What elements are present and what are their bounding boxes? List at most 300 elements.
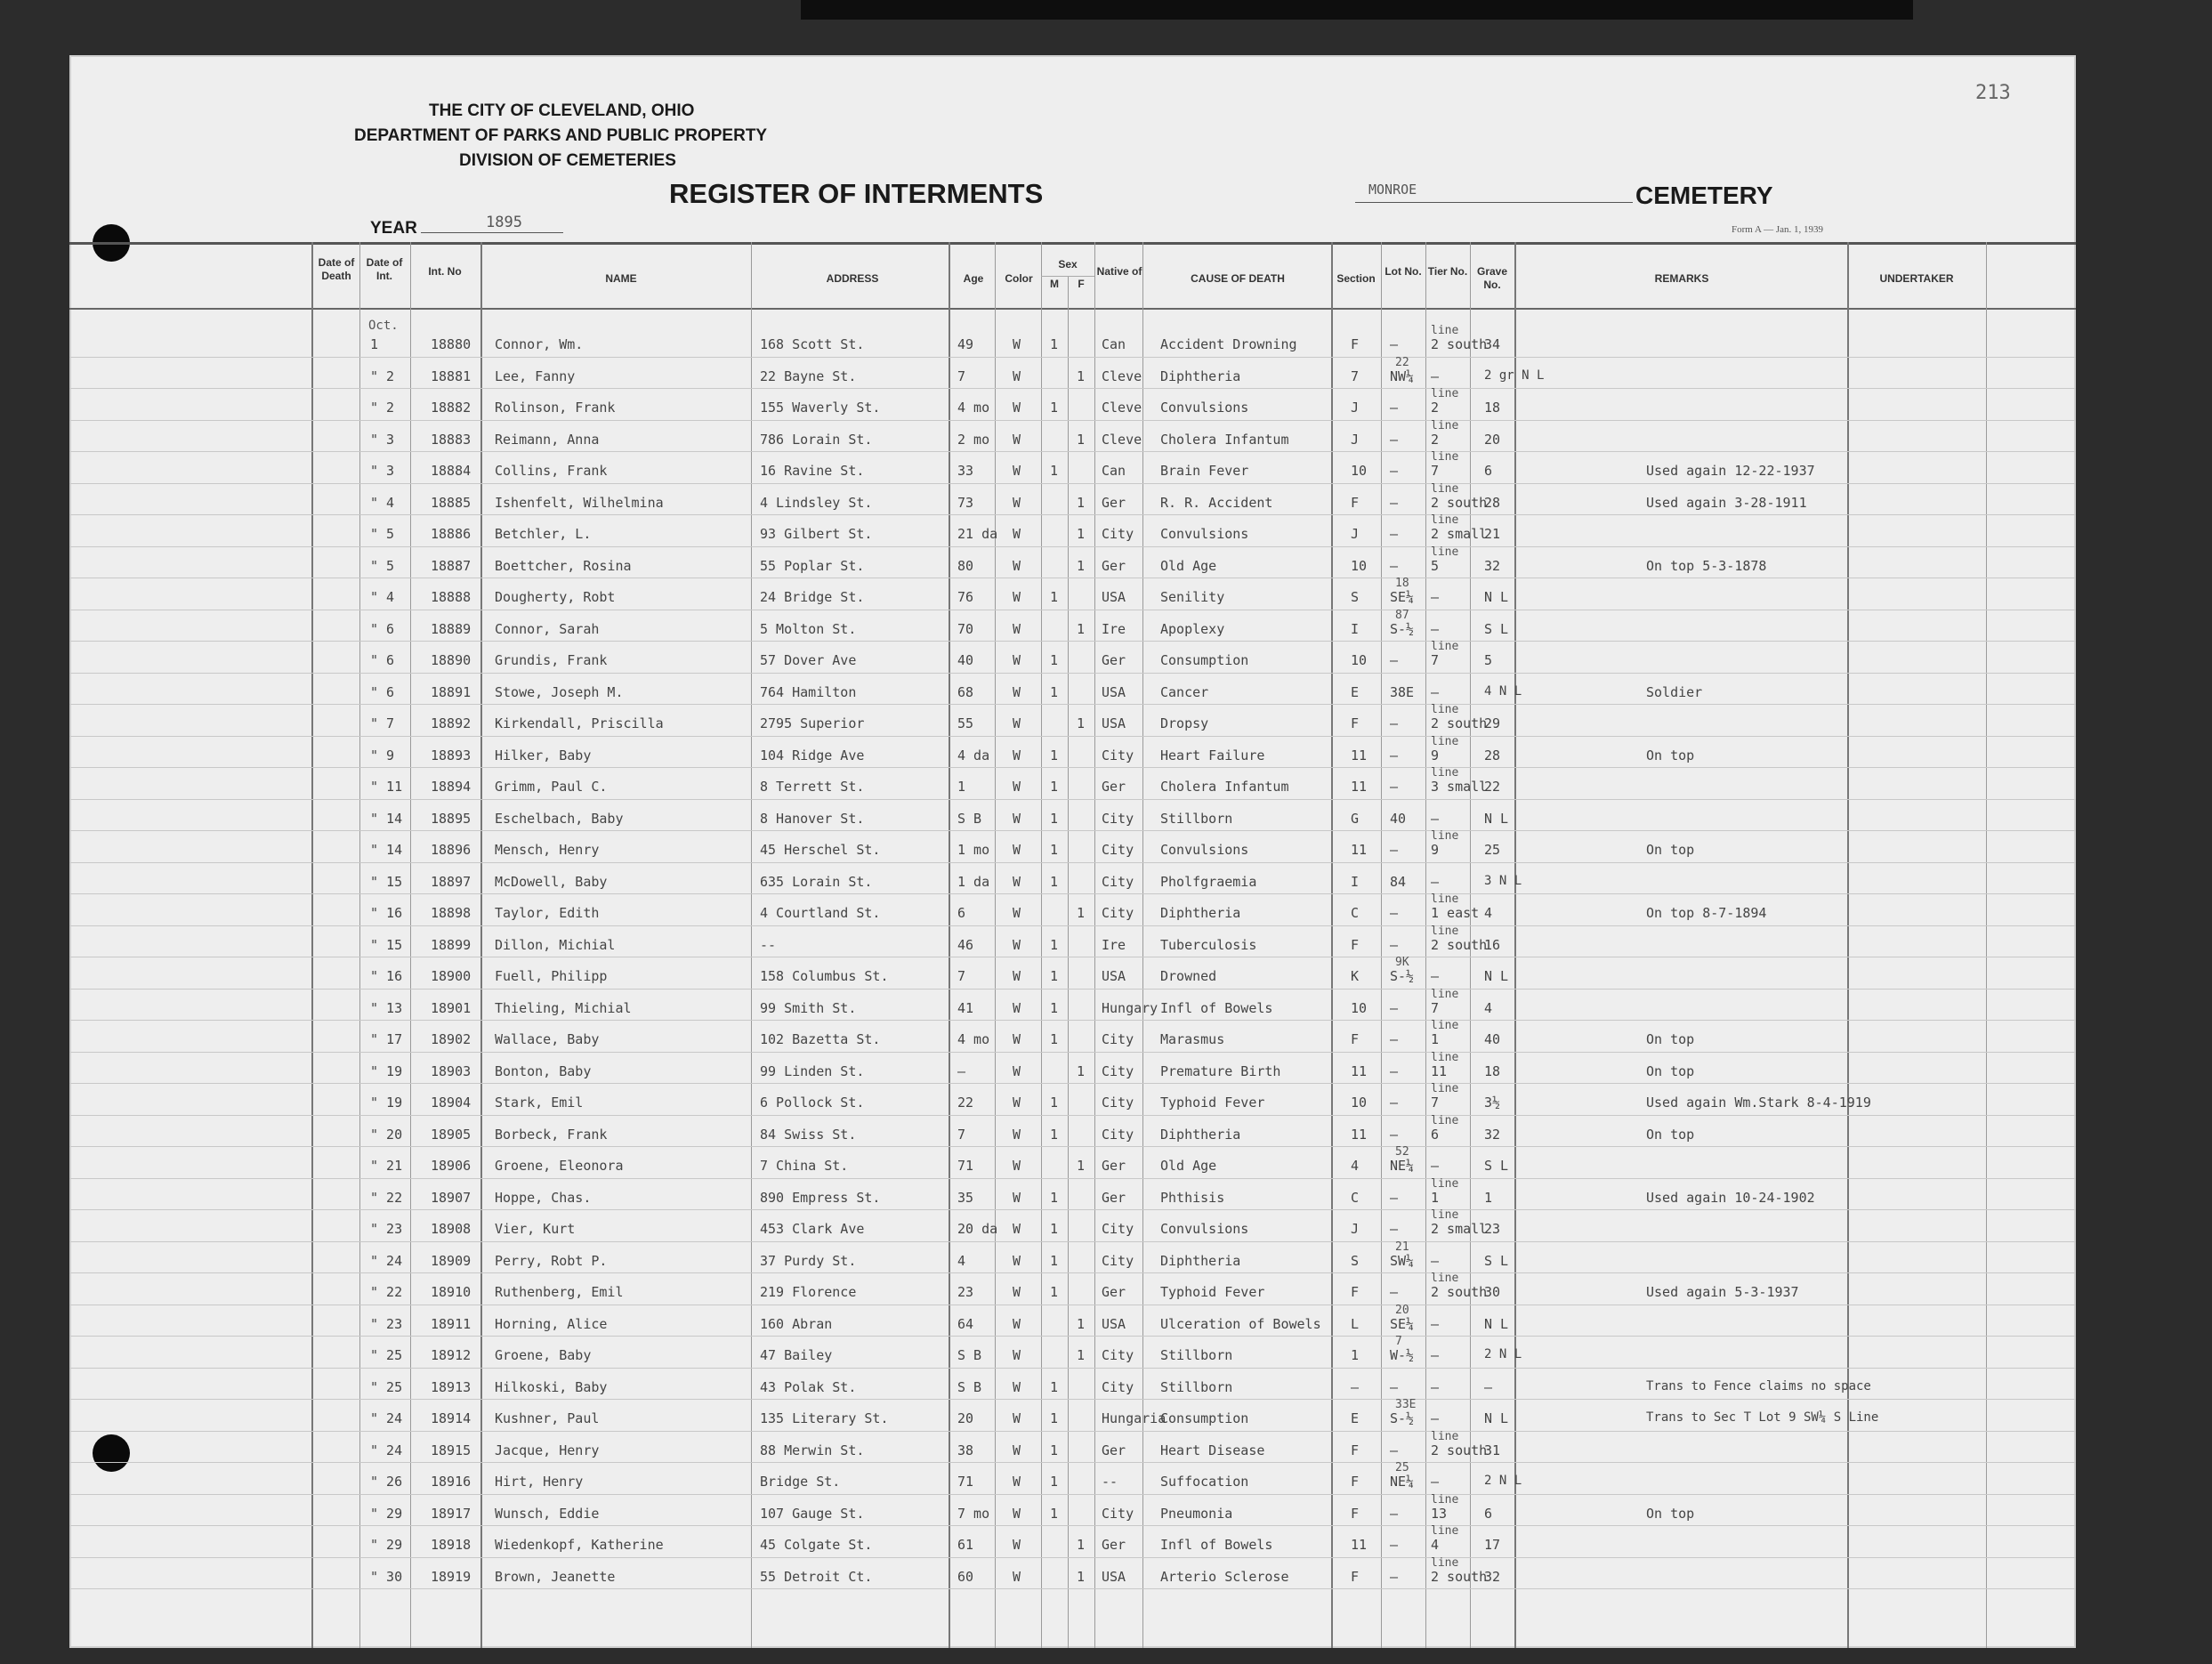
cell-address: 219 Florence [760,1284,857,1300]
cell-address: 786 Lorain St. [760,431,873,448]
cell-tier: 2 south [1431,936,1488,953]
cell-int-no: 18893 [431,747,472,763]
cell-date: " 5 [370,557,395,574]
cell-address: 55 Detroit Ct. [760,1568,873,1585]
cell-name: Ruthenberg, Emil [495,1284,624,1300]
cell-color: W [1013,1189,1021,1206]
cell-cause: Pneumonia [1160,1505,1233,1522]
cell-tier: – [1431,683,1440,700]
cell-cause: Premature Birth [1160,1062,1281,1079]
cell-sex-m: 1 [1050,652,1059,668]
cell-lot-number: 33E [1395,1398,1417,1411]
cell-native: Ire [1102,620,1126,637]
cell-grave: 4 N L [1484,683,1522,699]
cell-name: Vier, Kurt [495,1221,576,1237]
cell-cause: Convulsions [1160,842,1249,858]
cell-date: " 6 [370,652,395,668]
cell-address: 47 Bailey [760,1347,833,1363]
cell-age: 7 [957,1126,966,1143]
cell-grave: 2 gr N L [1484,368,1545,383]
table-row [69,1398,2076,1433]
cell-lot: NE¼ [1390,1158,1415,1174]
cell-lot: – [1390,1378,1399,1395]
cell-name: Grundis, Frank [495,652,608,668]
cell-date: " 22 [370,1284,403,1300]
cell-int-no: 18899 [431,936,472,953]
cell-age: 80 [957,557,974,574]
cell-address: 99 Smith St. [760,999,857,1016]
cell-section: 11 [1351,1126,1368,1143]
cell-name: Lee, Fanny [495,368,576,384]
cell-name: Bonton, Baby [495,1062,592,1079]
cell-tier: 2 small [1431,1221,1488,1237]
cell-tier: 7 [1431,1095,1440,1111]
cell-cause: Senility [1160,589,1225,605]
cell-lot: – [1390,842,1399,858]
cell-cause: Diphtheria [1160,905,1241,921]
cell-address: 102 Bazetta St. [760,1031,881,1047]
cell-section: 10 [1351,652,1368,668]
row-divider [69,514,2076,515]
cell-age: S B [957,1378,982,1395]
table-row [69,579,2076,611]
cell-tier-line: line [1431,1050,1459,1064]
cell-color: W [1013,1315,1021,1332]
cell-lot: – [1390,779,1399,795]
cell-tier: – [1431,1378,1440,1395]
cell-address: 168 Scott St. [760,336,865,352]
row-divider [69,451,2076,452]
cell-age: 23 [957,1284,974,1300]
cell-lot: – [1390,1442,1399,1458]
cell-native: City [1102,1062,1134,1079]
cell-int-no: 18894 [431,779,472,795]
cell-address: 55 Poplar St. [760,557,865,574]
cell-cause: Accident Drowning [1160,336,1297,352]
cell-lot-number: 25 [1395,1461,1409,1474]
cell-address: 107 Gauge St. [760,1505,865,1522]
cell-tier-line: line [1431,640,1459,653]
cell-date: " 29 [370,1505,403,1522]
year-label: YEAR [370,219,417,238]
cell-tier-line: line [1431,1019,1459,1032]
cell-int-no: 18908 [431,1221,472,1237]
cell-date: " 2 [370,368,395,384]
cell-sex-m: 1 [1050,968,1059,984]
cell-age: 38 [957,1442,974,1458]
cell-name: Kirkendall, Priscilla [495,715,664,731]
cell-name: Jacque, Henry [495,1442,600,1458]
cell-address: 7 China St. [760,1158,849,1174]
cell-age: 60 [957,1568,974,1585]
cell-lot: – [1390,936,1399,953]
cell-section: J [1351,526,1360,542]
cell-sex-m: 1 [1050,1189,1059,1206]
cell-address: 93 Gilbert St. [760,526,873,542]
cell-tier: 4 [1431,1537,1440,1553]
row-divider [69,357,2076,358]
cemetery-name: MONROE [1368,182,1417,198]
cell-tier: 13 [1431,1505,1448,1522]
cell-remarks: On top [1646,842,1695,858]
page-number: 213 [1975,82,2011,104]
cell-lot: – [1390,494,1399,511]
table-row [69,513,2076,548]
cell-age: 61 [957,1537,974,1553]
cell-section: 11 [1351,1537,1368,1553]
cell-age: 73 [957,494,974,511]
cell-section: 11 [1351,779,1368,795]
cell-address: 4 Lindsley St. [760,494,873,511]
cell-address: 635 Lorain St. [760,873,873,890]
cell-tier-line: line [1431,893,1459,906]
cell-color: W [1013,1410,1021,1426]
cell-date: " 6 [370,683,395,700]
cell-name: Borbeck, Frank [495,1126,608,1143]
cell-remarks: Used again 12-22-1937 [1646,463,1815,479]
cell-native: City [1102,1221,1134,1237]
cell-date: " 14 [370,842,403,858]
cell-cause: Stillborn [1160,1347,1233,1363]
cell-int-no: 18900 [431,968,472,984]
cell-cause: Marasmus [1160,1031,1225,1047]
cell-tier: 5 [1431,557,1440,574]
cell-address: 99 Linden St. [760,1062,865,1079]
row-divider [69,1462,2076,1463]
cell-section: F [1351,1474,1360,1490]
cell-grave: 6 [1484,463,1493,479]
cell-tier: 3 small [1431,779,1488,795]
cell-cause: Stillborn [1160,1378,1233,1395]
cell-address: 5 Molton St. [760,620,857,637]
cell-sex-m: 1 [1050,1474,1059,1490]
cell-color: W [1013,1062,1021,1079]
cell-lot: 84 [1390,873,1407,890]
cell-lot: – [1390,1537,1399,1553]
cell-grave: 32 [1484,1568,1501,1585]
col-grave-no: Grave No. [1476,265,1508,291]
row-divider [69,1336,2076,1337]
cell-remarks: Trans to Sec T Lot 9 SW¼ S Line [1646,1410,1879,1425]
cell-name: Connor, Sarah [495,620,600,637]
table-row [69,958,2076,990]
cell-lot: S-½ [1390,620,1415,637]
cell-tier-line: line [1431,829,1459,843]
cell-color: W [1013,1221,1021,1237]
cell-tier: 2 south [1431,1568,1488,1585]
cell-cause: Infl of Bowels [1160,999,1273,1016]
cell-native: Ger [1102,1442,1126,1458]
cell-cause: Convulsions [1160,400,1249,416]
table-row [69,674,2076,707]
cell-section: 11 [1351,1062,1368,1079]
cell-name: Dillon, Michial [495,936,616,953]
cell-native: USA [1102,968,1126,984]
cell-grave: S L [1484,1252,1509,1269]
cell-age: 55 [957,715,974,731]
cell-grave: 4 [1484,999,1493,1016]
cell-cause: Cholera Infantum [1160,431,1289,448]
cell-section: 4 [1351,1158,1360,1174]
cell-tier-line: line [1431,1082,1459,1095]
cell-date: " 15 [370,873,403,890]
cell-age: 68 [957,683,974,700]
cell-date: " 6 [370,620,395,637]
cell-native: USA [1102,589,1126,605]
cell-cause: Old Age [1160,557,1217,574]
cell-name: Eschelbach, Baby [495,810,624,827]
cell-name: Wunsch, Eddie [495,1505,600,1522]
cell-int-no: 18902 [431,1031,472,1047]
cell-address: 16 Ravine St. [760,463,865,479]
cell-tier: – [1431,1410,1440,1426]
cell-color: W [1013,1378,1021,1395]
col-color: Color [1005,272,1033,285]
cell-sex-m: 1 [1050,747,1059,763]
cell-color: W [1013,1505,1021,1522]
cell-address: Bridge St. [760,1474,841,1490]
cell-native: Ger [1102,494,1126,511]
cell-section: F [1351,1031,1360,1047]
cell-native: Ger [1102,1284,1126,1300]
cell-sex-f: 1 [1077,431,1086,448]
cell-remarks: On top 5-3-1878 [1646,557,1767,574]
cell-sex-f: 1 [1077,1347,1086,1363]
cell-int-no: 18915 [431,1442,472,1458]
cell-section: C [1351,1189,1360,1206]
row-divider [69,1052,2076,1053]
row-divider [69,704,2076,705]
cell-tier: 2 south [1431,1284,1488,1300]
col-name: NAME [605,272,637,285]
cell-grave: N L [1484,1315,1509,1332]
cell-tier: 2 small [1431,526,1488,542]
cell-native: City [1102,1126,1134,1143]
cell-tier-line: line [1431,513,1459,527]
cell-date: " 19 [370,1095,403,1111]
cell-date: " 9 [370,747,395,763]
cell-section: K [1351,968,1360,984]
cell-tier: 1 [1431,1189,1440,1206]
row-divider [69,1241,2076,1242]
cell-age: 35 [957,1189,974,1206]
cell-age: 2 mo [957,431,990,448]
row-divider [69,830,2076,831]
cell-lot: – [1390,1095,1399,1111]
cell-cause: Diphtheria [1160,1126,1241,1143]
row-divider [69,388,2076,389]
cell-color: W [1013,1095,1021,1111]
cell-int-no: 18889 [431,620,472,637]
cell-color: W [1013,463,1021,479]
cell-tier: – [1431,1315,1440,1332]
cell-name: Hoppe, Chas. [495,1189,592,1206]
cell-grave: 1 [1484,1189,1493,1206]
cell-tier-line: line [1431,1524,1459,1538]
table-row [69,895,2076,927]
cell-name: Brown, Jeanette [495,1568,616,1585]
cell-int-no: 18891 [431,683,472,700]
cell-tier: 7 [1431,652,1440,668]
cell-lot: W-½ [1390,1347,1415,1363]
cell-color: W [1013,1158,1021,1174]
cell-address: -- [760,936,777,953]
cell-lot: – [1390,336,1399,352]
cell-date: " 11 [370,779,403,795]
cell-sex-m: 1 [1050,1410,1059,1426]
cell-age: 7 [957,968,966,984]
cell-date: " 7 [370,715,395,731]
cell-color: W [1013,1474,1021,1490]
cell-tier: 2 [1431,400,1440,416]
cell-section: 11 [1351,747,1368,763]
cell-date: " 21 [370,1158,403,1174]
cell-age: 40 [957,652,974,668]
cell-address: 37 Purdy St. [760,1252,857,1269]
cell-age: 71 [957,1158,974,1174]
cell-address: 43 Polak St. [760,1378,857,1395]
cell-tier: 11 [1431,1062,1448,1079]
cell-address: 135 Literary St. [760,1410,889,1426]
cell-sex-m: 1 [1050,1505,1059,1522]
cell-age: 41 [957,999,974,1016]
cell-address: 155 Waverly St. [760,400,881,416]
cell-cause: Consumption [1160,652,1249,668]
cell-lot: – [1390,1062,1399,1079]
cell-age: 33 [957,463,974,479]
cell-color: W [1013,1568,1021,1585]
cell-tier-line: line [1431,418,1459,432]
cell-grave: – [1484,1378,1493,1395]
cell-date: " 17 [370,1031,403,1047]
cell-grave: 29 [1484,715,1501,731]
cell-tier-line: line [1431,1272,1459,1285]
cell-int-no: 18898 [431,905,472,921]
cell-int-no: 18897 [431,873,472,890]
cell-color: W [1013,368,1021,384]
cell-lot: – [1390,999,1399,1016]
cell-name: Ishenfelt, Wilhelmina [495,494,664,511]
table-row [69,1429,2076,1465]
cell-lot: – [1390,652,1399,668]
cell-date: " 20 [370,1126,403,1143]
cell-color: W [1013,842,1021,858]
cell-native: Hungary [1102,999,1158,1016]
cell-cause: Ulceration of Bowels [1160,1315,1321,1332]
cell-age: S B [957,1347,982,1363]
col-native-of: Native of [1096,265,1142,278]
cell-age: 20 [957,1410,974,1426]
row-divider [69,925,2076,926]
cell-native: Hungaria [1102,1410,1167,1426]
cell-date: " 3 [370,463,395,479]
cell-int-no: 18885 [431,494,472,511]
cell-int-no: 18884 [431,463,472,479]
cell-age: 7 [957,368,966,384]
cell-color: W [1013,620,1021,637]
cell-name: Grimm, Paul C. [495,779,608,795]
cell-address: 8 Terrett St. [760,779,865,795]
cell-lot: S-½ [1390,1410,1415,1426]
cell-sex-f: 1 [1077,905,1086,921]
cell-tier-line: line [1431,1555,1459,1570]
cell-int-no: 18883 [431,431,472,448]
cell-date: " 24 [370,1442,403,1458]
cell-cause: Heart Failure [1160,747,1265,763]
cell-section: F [1351,1284,1360,1300]
cell-name: Mensch, Henry [495,842,600,858]
cell-name: Betchler, L. [495,526,592,542]
cell-remarks: On top [1646,1505,1695,1522]
cell-lot-number: 87 [1395,608,1409,622]
cell-native: City [1102,810,1134,827]
cell-lot: NW¼ [1390,368,1415,384]
cell-remarks: Used again 3-28-1911 [1646,494,1807,511]
cell-lot: – [1390,1221,1399,1237]
cell-sex-m: 1 [1050,936,1059,953]
cell-native: Cleve [1102,400,1142,416]
cell-tier-line: line [1431,324,1459,337]
cell-native: City [1102,526,1134,542]
cell-native: City [1102,1505,1134,1522]
cell-cause: Infl of Bowels [1160,1537,1273,1553]
row-divider [69,1399,2076,1400]
cell-tier-line: line [1431,1176,1459,1191]
cell-native: USA [1102,683,1126,700]
cell-grave: 3 N L [1484,873,1522,888]
cell-name: Stowe, Joseph M. [495,683,624,700]
cell-grave: N L [1484,810,1509,827]
cell-int-no: 18910 [431,1284,472,1300]
cell-int-no: 18882 [431,400,472,416]
cell-grave: 6 [1484,1505,1493,1522]
cell-name: Dougherty, Robt [495,589,616,605]
cell-name: Thieling, Michial [495,999,632,1016]
table-row [69,1555,2076,1591]
table-row [69,1303,2076,1338]
table-row [69,1337,2076,1369]
row-divider [69,1588,2076,1589]
cell-name: Perry, Robt P. [495,1252,608,1269]
cell-tier: – [1431,873,1440,890]
cell-name: Hirt, Henry [495,1474,584,1490]
cell-color: W [1013,810,1021,827]
cell-int-no: 18888 [431,589,472,605]
cell-date: " 16 [370,968,403,984]
cell-native: -- [1102,1474,1118,1490]
cell-lot: – [1390,715,1399,731]
row-divider [69,1272,2076,1273]
row-divider [69,799,2076,800]
cell-grave: 22 [1484,779,1501,795]
cell-color: W [1013,968,1021,984]
city-heading: THE CITY OF CLEVELAND, OHIO [429,101,695,120]
cell-sex-f: 1 [1077,1062,1086,1079]
cell-age: 76 [957,589,974,605]
cell-date: " 13 [370,999,403,1016]
cell-sex-m: 1 [1050,1284,1059,1300]
cell-name: Taylor, Edith [495,905,600,921]
cell-cause: Typhoid Fever [1160,1284,1265,1300]
cell-section: F [1351,936,1360,953]
row-divider [69,1178,2076,1179]
cell-sex-m: 1 [1050,810,1059,827]
table-row [69,1492,2076,1528]
cell-section: F [1351,715,1360,731]
cell-int-no: 18892 [431,715,472,731]
cell-remarks: Soldier [1646,683,1703,700]
cell-section: L [1351,1315,1360,1332]
